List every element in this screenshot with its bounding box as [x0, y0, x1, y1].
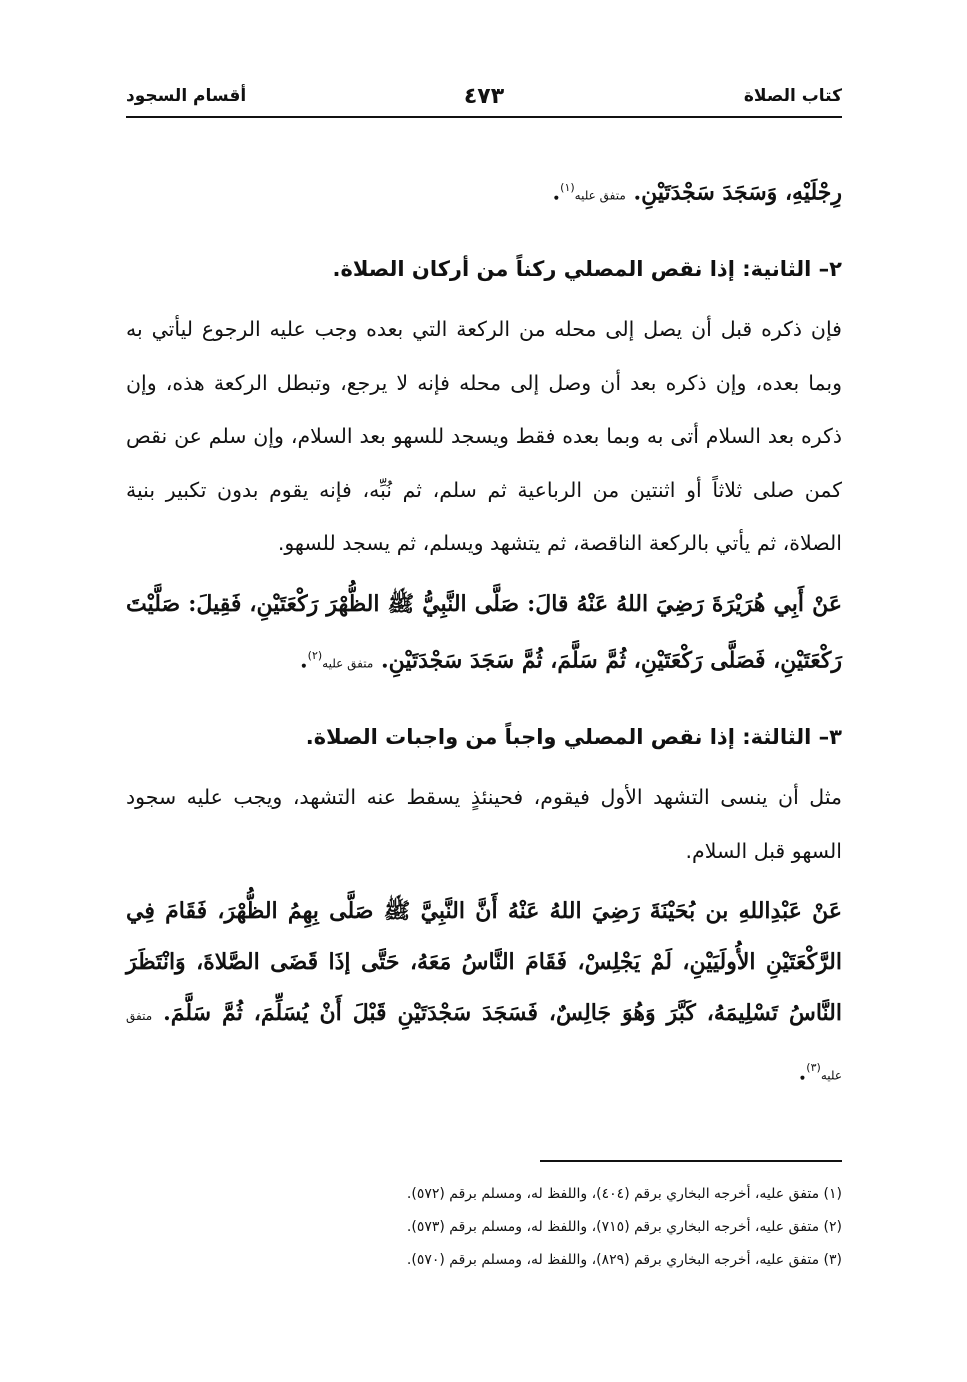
footnote-divider: [540, 1160, 842, 1162]
hadith-grade: متفق عليه: [322, 656, 374, 671]
footnote-2: (٢) متفق عليه، أخرجه البخاري برقم (٧١٥)، واللفظ له، ومسلم برقم (٥٧٣).: [406, 1219, 842, 1235]
hadith-2-text: عَنْ أَبِي هُرَيْرَةَ رَضِيَ اللهُ عَنْهُ قالَ: صَلَّى النَّبِيُّ ﷺ الظُّهْرَ رَكْعَتَيْنِ، فَقِيلَ: صَلَّيْتَ رَكْعَتَيْنِ، فَصَلَّى رَكْعَتَيْنِ، ثُمَّ سَلَّمَ، ثُمَّ سَجَدَ سَجْدَتَيْنِ.: [126, 590, 842, 674]
hadith-grade: متفق عليه: [126, 1009, 842, 1083]
section-heading-3: ٣– الثالثة: إذا نقص المصلي واجباً من واجبات الصلاة.: [305, 725, 842, 750]
footnote-1: (١) متفق عليه، أخرجه البخاري برقم (٤٠٤)، واللفظ له، ومسلم برقم (٥٧٢).: [406, 1186, 842, 1202]
footnote-3: (٣) متفق عليه، أخرجه البخاري برقم (٨٢٩)، واللفظ له، ومسلم برقم (٥٧٠).: [406, 1252, 842, 1268]
hadith-continuation: رِجْلَيْهِ، وَسَجَدَ سَجْدَتَيْنِ. متفق عليه$^{(١)}$.: [552, 179, 842, 206]
footnote-ref: (٢): [307, 648, 323, 662]
footnotes: [126, 1178, 842, 1277]
page-number: ٤٧٣: [463, 84, 505, 109]
section-2-paragraph: فإن ذكره قبل أن يصل إلى محله من الركعة التي بعده وجب عليه الرجوع ليأتي به وبما بعده، وإن ذكره بعد أن وصل إلى محله فإنه لا يرجع، وتبطل الركعة هذه، وإن ذكره بعد السلام أتى به وبما بعده فقط ويسجد للسهو بعد السلام، وإن سلم عن نقص كمن صلى ثلاثاً أو اثنتين من الرباعية ثم سلم، ثم نُبِّه، فإنه يقوم بدون تكبير بنية الصلاة، ثم يأتي بالركعة الناقصة، ثم يتشهد ويسلم، ثم يسجد للسهو.: [126, 317, 842, 556]
hadith-3-text: عَنْ عَبْدِاللهِ بن بُحَيْنَةَ رَضِيَ اللهُ عَنْهُ أَنَّ النَّبِيَّ ﷺ صَلَّى بِهِمُ الظُّهْرَ، فَقَامَ فِي الرَّكْعَتَيْنِ الأُولَيَيْنِ، لَمْ يَجْلِسْ، فَقَامَ النَّاسُ مَعَهُ، حَتَّى إذَا قَضَى الصَّلاةَ، وَانْتَظَرَ النَّاسُ تَسْلِيمَهُ، كَبَّرَ وَهُوَ جَالِسٌ، فَسَجَدَ سَجْدَتَيْنِ قَبْلَ أَنْ يُسَلِّمَ، ثُمَّ سَلَّمَ.: [126, 898, 842, 1027]
section-3-paragraph: مثل أن ينسى التشهد الأول فيقوم، فحينئذٍ يسقط عنه التشهد، ويجب عليه سجود السهو قبل السلام.: [126, 785, 842, 863]
hadith-3: عَنْ عَبْدِاللهِ بن بُحَيْنَةَ رَضِيَ اللهُ عَنْهُ أَنَّ النَّبِيَّ ﷺ صَلَّى بِهِمُ الظُّهْرَ، فَقَامَ فِي الرَّكْعَتَيْنِ الأُولَيَيْنِ، لَمْ يَجْلِسْ، فَقَامَ النَّاسُ مَعَهُ، حَتَّى إذَا قَضَى الصَّلاةَ، وَانْتَظَرَ النَّاسُ تَسْلِيمَهُ، كَبَّرَ وَهُوَ جَالِسٌ، فَسَجَدَ سَجْدَتَيْنِ قَبْلَ أَنْ يُسَلِّمَ، ثُمَّ سَلَّمَ. متفق عليه$^{(٣)}$.: [126, 898, 842, 1086]
chapter-title: كتاب الصلاة: [743, 86, 842, 106]
hadith-2: عَنْ أَبِي هُرَيْرَةَ رَضِيَ اللهُ عَنْهُ قالَ: صَلَّى النَّبِيُّ ﷺ الظُّهْرَ رَكْعَتَيْنِ، فَقِيلَ: صَلَّيْتَ رَكْعَتَيْنِ، فَصَلَّى رَكْعَتَيْنِ، ثُمَّ سَلَّمَ، ثُمَّ سَجَدَ سَجْدَتَيْنِ. متفق عليه$^{(٢)}$.: [126, 590, 842, 674]
footnote-ref: (٣): [806, 1061, 821, 1075]
section-heading-2: ٢– الثانية: إذا نقص المصلي ركناً من أركان الصلاة.: [332, 257, 842, 282]
hadith-grade: متفق عليه: [574, 188, 626, 203]
section-title: أقسام السجود: [126, 86, 247, 106]
page-header: [126, 84, 842, 118]
footnote-ref: (١): [560, 181, 575, 194]
page-body: [126, 140, 842, 1123]
hadith-continuation-text: رِجْلَيْهِ، وَسَجَدَ سَجْدَتَيْنِ.: [633, 179, 842, 206]
